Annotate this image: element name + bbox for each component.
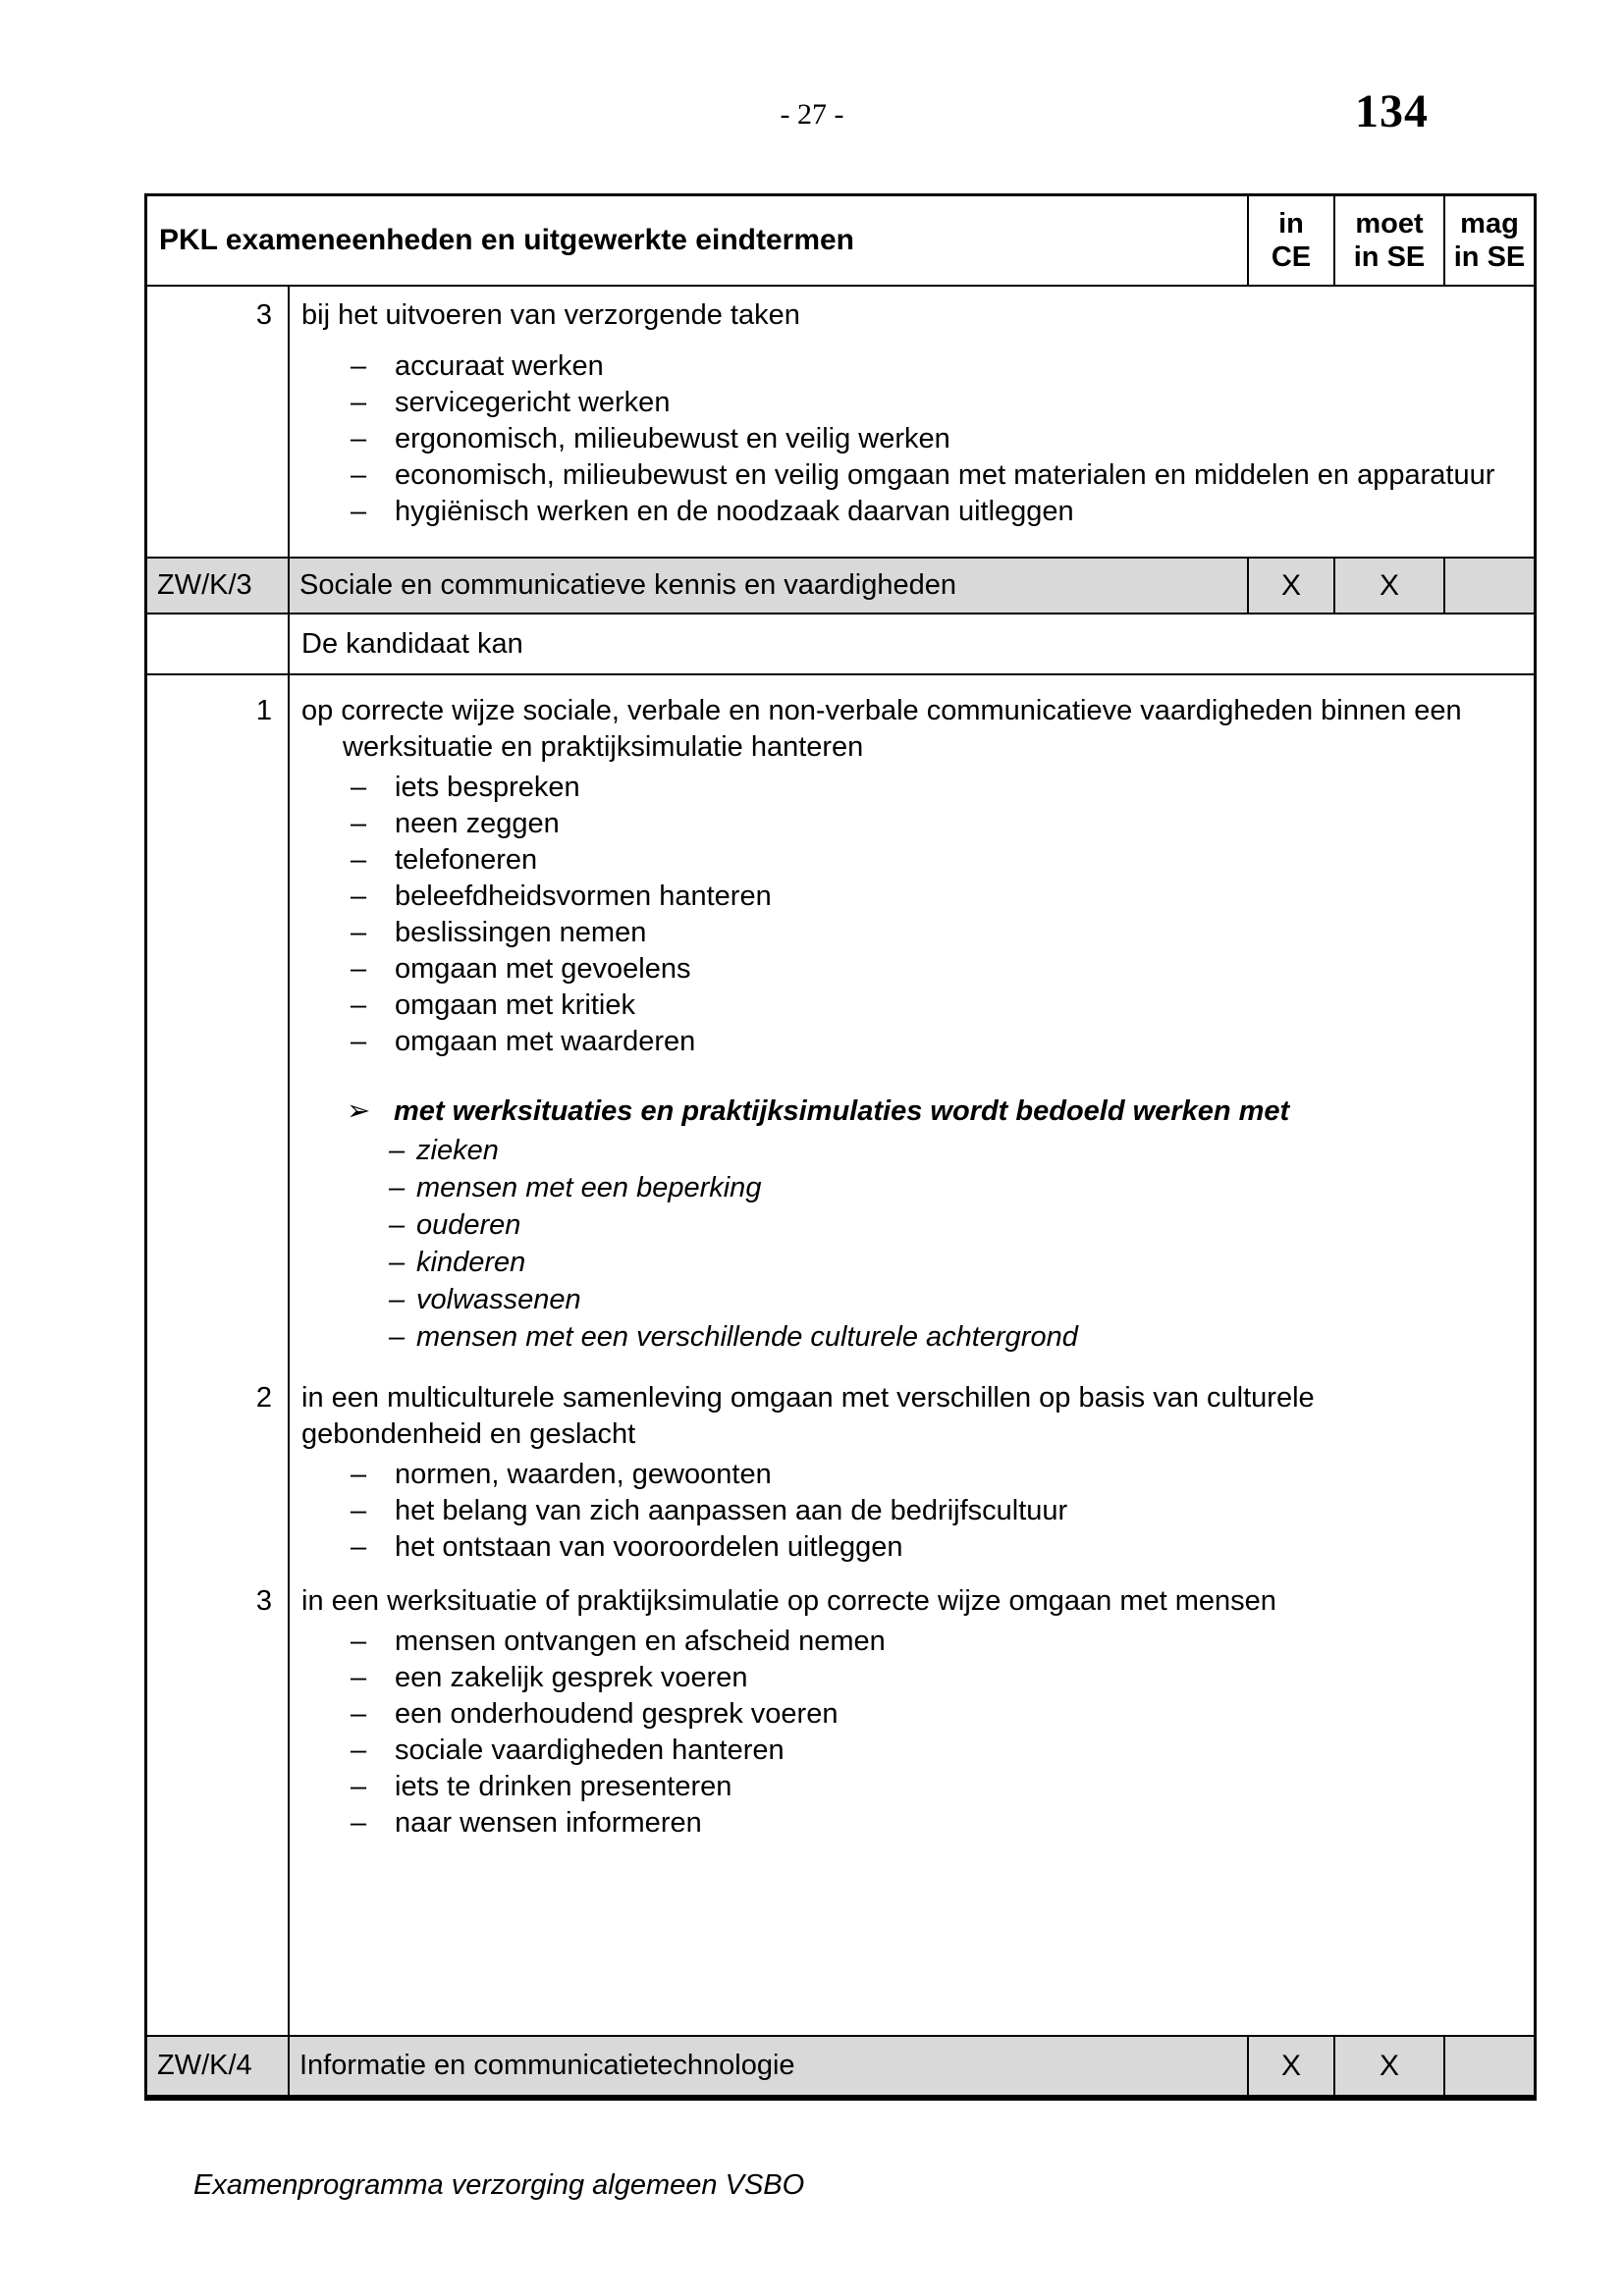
bullet-text: het belang van zich aanpassen aan de bedrijfscultuur: [395, 1495, 1068, 1526]
row-number: 2: [255, 1382, 272, 1414]
bullet-text: normen, waarden, gewoonten: [395, 1459, 772, 1490]
table-title: PKL exameneenheden en uitgewerkte eindtermen: [159, 224, 855, 256]
bullet-item: [351, 494, 1534, 530]
table-header-row: [147, 196, 1534, 285]
bullet-list: [301, 1624, 1534, 1842]
note-bullet-item: [389, 1169, 1534, 1206]
section-code: ZW/K/4: [157, 2050, 252, 2081]
item-title: op correcte wijze sociale, verbale en non-verbale communicatieve vaardigheden binnen een: [301, 695, 1462, 726]
item-2: [147, 1380, 1534, 1566]
mark-moet-in-se: X: [1333, 559, 1443, 613]
bullet-list: [301, 348, 1534, 530]
bullet-text: iets bespreken: [395, 772, 580, 803]
bullet-text: het ontstaan van vooroordelen uitleggen: [395, 1531, 903, 1563]
col-header-line: in SE: [1453, 241, 1526, 273]
dash-marker: –: [351, 989, 367, 1021]
dash-marker: –: [351, 1771, 367, 1802]
row-number: 3: [255, 1585, 272, 1617]
bullet-item: [351, 421, 1534, 457]
mark-in-ce: X: [1247, 559, 1333, 613]
item-title-line2: gebondenheid en geslacht: [301, 1418, 636, 1450]
note-bullet-item: [389, 1132, 1534, 1169]
dash-marker: –: [389, 1209, 406, 1241]
section-code: ZW/K/3: [157, 569, 252, 601]
dash-marker: –: [389, 1135, 406, 1166]
bullet-item: [351, 879, 1534, 915]
item-title: in een werksituatie of praktijksimulatie op correcte wijze omgaan met mensen: [301, 1585, 1276, 1617]
dash-marker: –: [351, 953, 367, 985]
bullet-text: ouderen: [416, 1209, 521, 1241]
bullet-item: [351, 385, 1534, 421]
dash-marker: –: [351, 917, 367, 948]
bullet-item: [351, 1660, 1534, 1696]
bullet-text: omgaan met waarderen: [395, 1026, 696, 1057]
section-title: Informatie en communicatietechnologie: [288, 2037, 1247, 2095]
bullet-item: [351, 1024, 1534, 1060]
dash-marker: –: [351, 423, 367, 454]
dash-marker: –: [351, 387, 367, 418]
row-content: [288, 693, 1534, 1060]
note-werksituaties: [147, 1093, 1534, 1356]
row-zwk4: [147, 2035, 1534, 2095]
row-zwk3: [147, 557, 1534, 613]
col-header-line: mag: [1460, 208, 1519, 240]
bullet-item: [351, 1733, 1534, 1769]
bullet-text: zieken: [416, 1135, 499, 1166]
dash-marker: –: [389, 1247, 406, 1278]
bullet-text: kinderen: [416, 1247, 526, 1278]
row-content: [288, 1093, 1534, 1356]
bullet-item: [351, 457, 1534, 494]
col-header-mag-in-se: [1443, 196, 1534, 285]
bullet-item: [351, 806, 1534, 842]
dash-marker: –: [351, 350, 367, 382]
stamp-page-number: 134: [1355, 85, 1429, 137]
bullet-text: omgaan met gevoelens: [395, 953, 691, 985]
note-bullet-item: [389, 1206, 1534, 1244]
bullet-text: een zakelijk gesprek voeren: [395, 1662, 748, 1693]
bullet-item: [351, 348, 1534, 385]
bullet-text: sociale vaardigheden hanteren: [395, 1735, 785, 1766]
bullet-text: mensen met een beperking: [416, 1172, 762, 1203]
bullet-text: beleefdheidsvormen hanteren: [395, 881, 772, 912]
arrow-bullet-icon: ➢: [347, 1095, 371, 1127]
row-number: 1: [255, 695, 272, 726]
item-title: in een multiculturele samenleving omgaan met verschillen op basis van culturele: [301, 1382, 1315, 1414]
bullet-text: ergonomisch, milieubewust en veilig werken: [395, 423, 950, 454]
bullet-item: [351, 915, 1534, 951]
mark-mag-in-se: [1443, 559, 1534, 613]
mark-in-ce: X: [1247, 2037, 1333, 2095]
bullet-text: beslissingen nemen: [395, 917, 647, 948]
item-1: [147, 693, 1534, 1060]
item-title-line2: werksituatie en praktijksimulatie hanteren: [343, 731, 864, 763]
bullet-text: servicegericht werken: [395, 387, 671, 418]
col-header-line: in SE: [1353, 241, 1426, 273]
footer-document-title: Examenprogramma verzorging algemeen VSBO: [193, 2169, 805, 2201]
dash-marker: –: [351, 1026, 367, 1057]
row-content: [288, 287, 1534, 557]
exam-table: [144, 193, 1537, 2101]
dash-marker: –: [351, 1531, 367, 1563]
bullet-item: [351, 1805, 1534, 1842]
row-eindtermen-1-3: [147, 673, 1534, 2035]
bullet-item: [351, 1529, 1534, 1566]
col-header-line: CE: [1271, 241, 1312, 273]
kandidaat-text: De kandidaat kan: [301, 627, 523, 660]
note-bullet-item: [389, 1244, 1534, 1281]
mark-moet-in-se: X: [1333, 2037, 1443, 2095]
dash-marker: –: [351, 844, 367, 876]
dash-marker: –: [389, 1172, 406, 1203]
item-3: [147, 1583, 1534, 1842]
bullet-text: iets te drinken presenteren: [395, 1771, 732, 1802]
row-de-kandidaat-kan: [147, 613, 1534, 673]
dash-marker: –: [351, 1626, 367, 1657]
bullet-list: [301, 770, 1534, 1060]
col-header-line: moet: [1355, 208, 1424, 240]
item-title: bij het uitvoeren van verzorgende taken: [301, 299, 800, 331]
bullet-item: [351, 1493, 1534, 1529]
bullet-item: [351, 951, 1534, 988]
col-header-in-ce: [1247, 196, 1333, 285]
bullet-text: neen zeggen: [395, 808, 560, 839]
note-bullet-item: [389, 1281, 1534, 1318]
dash-marker: –: [351, 1495, 367, 1526]
mark-mag-in-se: [1443, 2037, 1534, 2095]
note-bullet-list: [301, 1132, 1534, 1356]
dash-marker: –: [351, 1735, 367, 1766]
dash-marker: –: [351, 1662, 367, 1693]
bullet-list: [301, 1457, 1534, 1566]
bullet-text: een onderhoudend gesprek voeren: [395, 1698, 839, 1730]
dash-marker: –: [351, 1698, 367, 1730]
bullet-text: volwassenen: [416, 1284, 581, 1315]
bullet-text: mensen ontvangen en afscheid nemen: [395, 1626, 886, 1657]
row-verzorgende-taken: [147, 285, 1534, 557]
col-header-moet-in-se: [1333, 196, 1443, 285]
note-bullet-item: [389, 1318, 1534, 1356]
row-content: [288, 614, 1534, 673]
dash-marker: –: [351, 1807, 367, 1839]
dash-marker: –: [351, 1459, 367, 1490]
dash-marker: –: [389, 1284, 406, 1315]
dash-marker: –: [351, 772, 367, 803]
row-content: [288, 1380, 1534, 1566]
note-title: met werksituaties en praktijksimulaties wordt bedoeld werken met: [394, 1095, 1290, 1127]
bullet-text: mensen met een verschillende culturele achtergrond: [416, 1321, 1078, 1353]
bullet-item: [351, 1457, 1534, 1493]
bullet-text: telefoneren: [395, 844, 538, 876]
row-number-empty: [147, 614, 288, 673]
bullet-text: accuraat werken: [395, 350, 604, 382]
bullet-text: naar wensen informeren: [395, 1807, 702, 1839]
col-header-line: in: [1278, 208, 1304, 240]
bullet-item: [351, 842, 1534, 879]
row-content: [288, 1583, 1534, 1842]
dash-marker: –: [351, 459, 367, 491]
dash-marker: –: [389, 1321, 406, 1353]
bullet-item: [351, 988, 1534, 1024]
note-title-line: [347, 1093, 1534, 1130]
bullet-text: omgaan met kritiek: [395, 989, 635, 1021]
section-title: Sociale en communicatieve kennis en vaardigheden: [288, 559, 1247, 613]
bullet-text: hygiënisch werken en de noodzaak daarvan uitleggen: [395, 496, 1074, 527]
row-number: 3: [255, 299, 272, 331]
dash-marker: –: [351, 496, 367, 527]
page-number: - 27 -: [780, 98, 844, 131]
bullet-text: economisch, milieubewust en veilig omgaan met materialen en middelen en apparatuur: [395, 459, 1495, 491]
bullet-item: [351, 1769, 1534, 1805]
bullet-item: [351, 770, 1534, 806]
dash-marker: –: [351, 808, 367, 839]
row-number-empty: [147, 1093, 288, 1356]
dash-marker: –: [351, 881, 367, 912]
bullet-item: [351, 1624, 1534, 1660]
bullet-item: [351, 1696, 1534, 1733]
